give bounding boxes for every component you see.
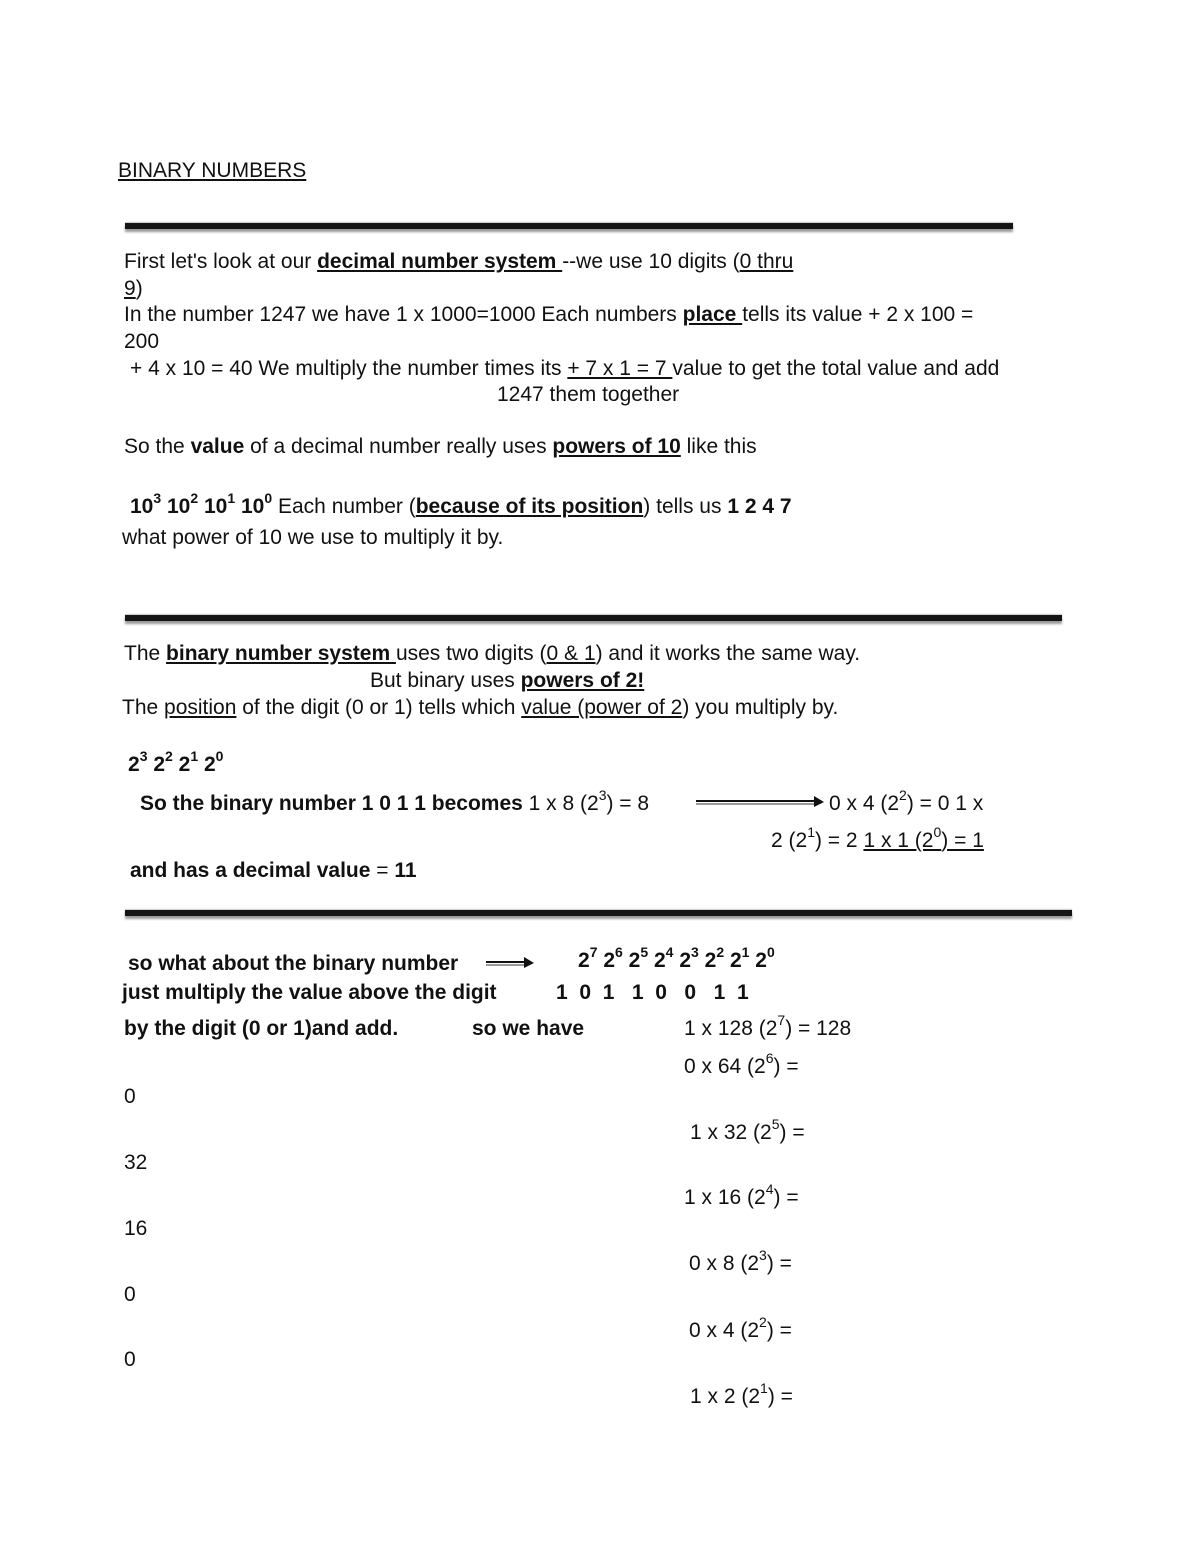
text: 5: [771, 1116, 780, 1132]
decimal-line-3: [124, 302, 973, 328]
text: 2: [190, 490, 199, 506]
binary-line-1: [124, 641, 860, 667]
example-line-1: so what about the binary number: [128, 952, 459, 975]
text: 1: [227, 490, 236, 506]
text: 1 x 128 (2: [684, 1017, 778, 1040]
calc-row: [690, 1116, 805, 1146]
text: of the digit (0 or 1) tells which: [236, 696, 522, 719]
text: ) = 1: [941, 829, 984, 852]
example-powers-of-2: [578, 944, 775, 974]
text: 0 thru: [739, 250, 794, 273]
arrow-right-icon: [486, 956, 536, 970]
text: 1 2 4 7: [727, 495, 792, 518]
text: First let's look at our: [124, 250, 318, 273]
example-binary-digits: 1 0 1 1 0 0 1 1: [556, 981, 749, 1004]
binary-line-7: [130, 858, 417, 884]
text: 2: [165, 748, 173, 764]
text: 4: [665, 944, 674, 960]
text: In the number 1247 we have 1 x 1000=1000 Each numbers: [124, 303, 683, 326]
text: 1 x 2 (2: [690, 1385, 761, 1408]
text: 2: [899, 787, 907, 803]
calc-result: 0: [124, 1085, 136, 1108]
text: 1 x 8 (2: [522, 792, 599, 815]
text: ) tells us: [643, 495, 728, 518]
section-divider: [125, 223, 1013, 229]
text: 2: [578, 949, 590, 972]
text: 10: [204, 495, 228, 518]
text: 0 x 64 (2: [684, 1055, 766, 1078]
text: ) you multiply by.: [682, 696, 839, 719]
text: ) = 128: [785, 1017, 852, 1040]
text: [863, 824, 984, 852]
calc-row: [689, 1314, 792, 1344]
calc-result: 32: [124, 1151, 148, 1174]
text: 2: [628, 949, 641, 972]
decimal-line-1: [124, 249, 793, 275]
text: + 7 x 1 = 7: [567, 357, 673, 380]
text: So the: [124, 435, 191, 458]
text: 10: [241, 495, 265, 518]
term-powers-of-10: powers of 10: [552, 435, 681, 458]
calc-row: [684, 1012, 852, 1042]
text: 9: [124, 277, 136, 300]
section-divider: [125, 615, 1062, 621]
text: 10: [130, 495, 154, 518]
term-powers-of-2: powers of 2!: [520, 669, 645, 692]
text: 1: [741, 944, 750, 960]
decimal-line-4: 200: [124, 330, 160, 353]
text: 2: [759, 1314, 767, 1330]
text: ) = 0 1 x: [906, 792, 984, 815]
text: 2: [716, 944, 725, 960]
text: 2: [755, 949, 767, 972]
text: ) and it works the same way.: [595, 642, 861, 665]
powers-of-2: [128, 748, 224, 778]
text: 2: [178, 753, 191, 776]
text: value (power of 2: [521, 696, 683, 719]
term-decimal-number-system: decimal number system: [317, 250, 563, 273]
binary-line-6: [771, 824, 984, 854]
text: 3: [759, 1247, 767, 1263]
text: ) =: [766, 1319, 792, 1342]
text: 1 x 16 (2: [684, 1186, 766, 1209]
text: 3: [691, 944, 699, 960]
text: and has a decimal value: [130, 859, 371, 882]
text: ) =: [773, 1055, 799, 1078]
binary-line-3: [122, 695, 838, 721]
text: uses two digits (: [395, 642, 547, 665]
text: ) =: [767, 1385, 793, 1408]
text: 4: [765, 1181, 774, 1197]
text: 5: [640, 944, 649, 960]
text: 3: [139, 748, 148, 764]
text: ) = 8: [606, 792, 650, 815]
text: 1: [760, 1380, 768, 1396]
text: ) =: [773, 1186, 799, 1209]
section-divider: [125, 910, 1072, 916]
text: 0 x 4 (2: [689, 1319, 760, 1342]
text: 0: [933, 824, 942, 840]
text: 10: [167, 495, 191, 518]
binary-line-5: [140, 787, 650, 817]
text: 2: [603, 949, 616, 972]
text: 2: [729, 949, 742, 972]
text: 2: [128, 753, 140, 776]
text: 3: [153, 490, 162, 506]
text: + 4 x 10 = 40 We multiply the number times its: [130, 357, 568, 380]
text: 7: [777, 1012, 786, 1028]
decimal-line-6: 1247 them together: [497, 383, 680, 406]
text: 1 x 32 (2: [690, 1121, 772, 1144]
text: like this: [680, 435, 757, 458]
text: 1: [190, 748, 199, 764]
text: ): [135, 277, 143, 300]
calc-result: 0: [124, 1348, 136, 1371]
text: 0: [215, 748, 224, 764]
term-place: place: [682, 303, 743, 326]
term-because-of-its-position: because of its position: [415, 495, 644, 518]
text: But binary uses: [370, 669, 521, 692]
text: 0 x 8 (2: [689, 1252, 760, 1275]
text: 0 x 4 (2: [829, 792, 900, 815]
arrow-right-icon: [696, 795, 826, 809]
term-binary-number-system: binary number system: [166, 642, 396, 665]
text: 11: [394, 859, 417, 882]
decimal-line-5: [130, 356, 999, 382]
text: 2: [653, 949, 666, 972]
decimal-line-8: [130, 490, 792, 520]
text: 6: [765, 1050, 774, 1066]
calc-row: [690, 1380, 793, 1410]
powers-of-10: [130, 490, 273, 518]
decimal-line-9: what power of 10 we use to multiply it by.: [122, 526, 504, 549]
text: 3: [598, 787, 607, 803]
text: 2 (2: [771, 829, 808, 852]
text: The: [124, 642, 167, 665]
text: ) = 2: [814, 829, 864, 852]
text: 2: [203, 753, 216, 776]
text: 1: [807, 824, 815, 840]
binary-line-5b: [829, 787, 984, 817]
example-line-2: just multiply the value above the digit: [122, 981, 497, 1004]
text: 0: [766, 944, 775, 960]
text: 2: [153, 753, 166, 776]
example-so-we-have: so we have: [472, 1017, 585, 1040]
text: --we use 10 digits (: [562, 250, 740, 273]
calc-row: [684, 1181, 799, 1211]
text: The: [122, 696, 165, 719]
text: 1 x 1 (2: [863, 829, 934, 852]
text: ) =: [779, 1121, 805, 1144]
text: position: [164, 696, 237, 719]
text: =: [370, 859, 395, 882]
text: tells its value + 2 x 100 =: [742, 303, 974, 326]
calc-row: [689, 1247, 792, 1277]
decimal-line-2: [124, 276, 143, 302]
text: ) =: [766, 1252, 792, 1275]
text: So the binary number 1 0 1 1 becomes: [140, 792, 523, 815]
calc-row: [684, 1050, 799, 1080]
calc-result: 16: [124, 1217, 148, 1240]
text: 0 & 1: [546, 642, 596, 665]
example-line-3: by the digit (0 or 1)and add.: [124, 1017, 399, 1040]
text: of a decimal number really uses: [244, 435, 553, 458]
text: 0: [264, 490, 273, 506]
binary-line-2: [370, 668, 644, 694]
term-value: value: [190, 435, 245, 458]
text: 2: [679, 949, 691, 972]
text: 7: [589, 944, 598, 960]
calc-result: 0: [124, 1283, 136, 1306]
page-title: BINARY NUMBERS: [118, 159, 307, 182]
text: 6: [615, 944, 623, 960]
text: value to get the total value and add: [672, 357, 1000, 380]
text: Each number (: [272, 495, 416, 518]
text: 2: [704, 949, 717, 972]
decimal-line-7: [124, 434, 757, 460]
